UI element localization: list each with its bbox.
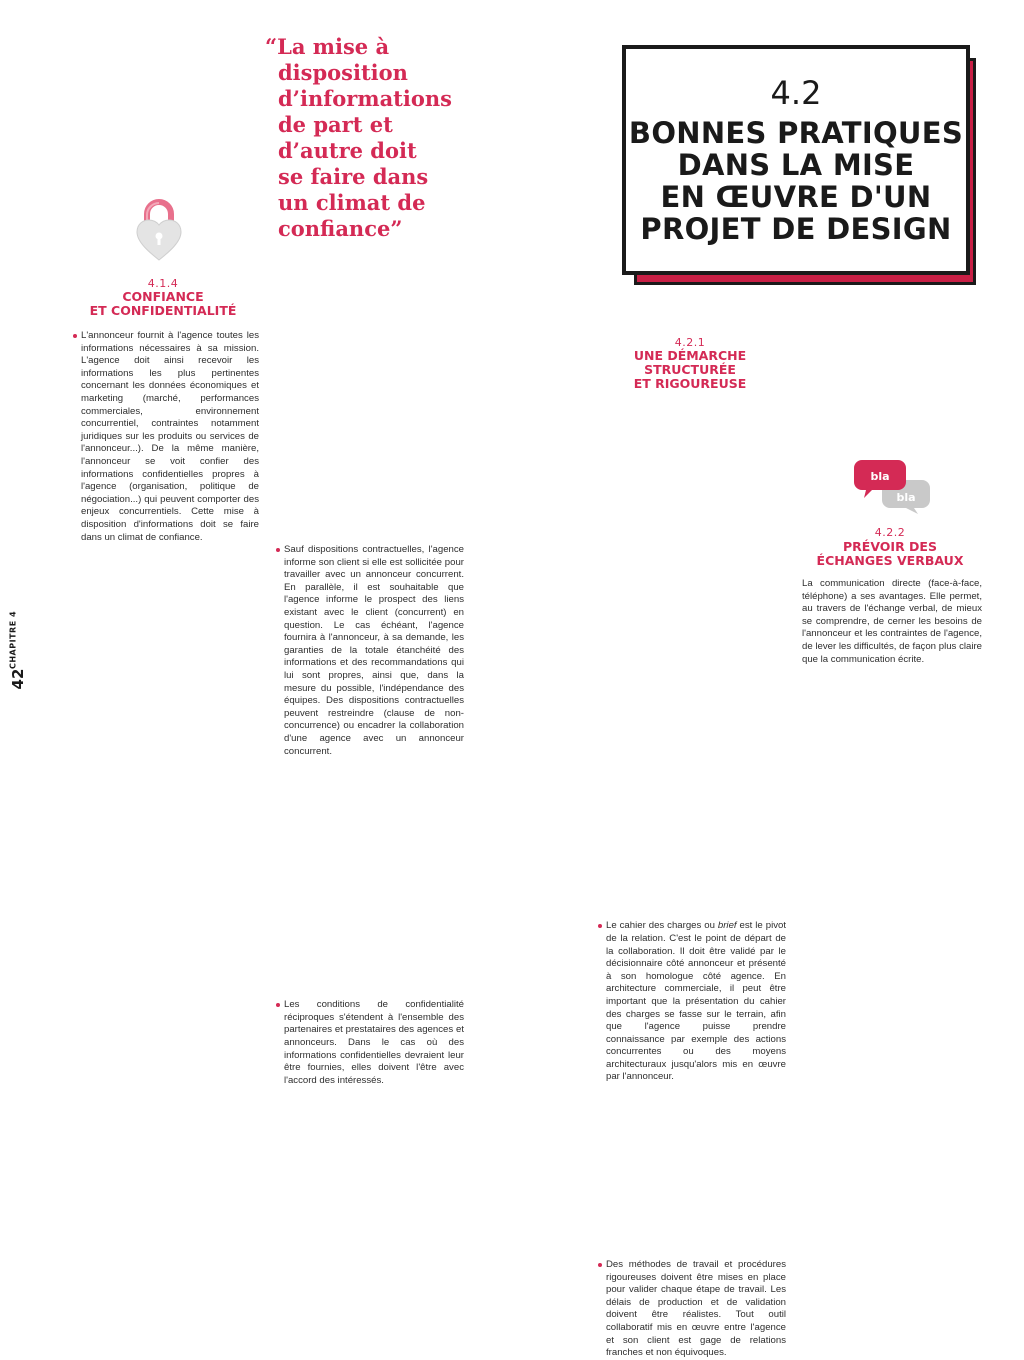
paragraph [276, 544, 464, 758]
section-title-line: PRÉVOIR DES [843, 539, 937, 554]
section-title [600, 349, 780, 391]
section-number: 4.2.1 [674, 336, 706, 349]
chapter-title-line: EN ŒUVRE D'UN [660, 180, 932, 214]
section-number: 4.2.2 [874, 526, 906, 539]
chapter-label-text: CHAPITRE 4 [8, 610, 18, 670]
quote-line: confiance” [278, 216, 403, 241]
paragraph-text: Sauf dispositions contractuelles, l'agence informe son client si elle est sollicitée pour travailler avec un annonceur concurrent. En parallèle, il est souhaitable que l'agence informe le prospect des liens existant avec le client (concurrent) en question. Le cas échéant, l'agence fournira à l'annonceur, à sa demande, les garanties de la totale étanchéité des informations et des recommandations qui lui sont propres, ainsi que, dans la mesure du possible, l'indépendance des équipes. Des dispositions contractuelles peuvent restreindre (clause de non-concurrence) ou encadrer la collaboration d'une agence avec un annonceur concurrent. [284, 544, 464, 757]
page-number-text: 42 [9, 668, 27, 690]
paragraph-text: Le cahier des charges ou [606, 920, 718, 932]
section-title-line: CONFIANCE [122, 289, 204, 304]
paragraph: La communication directe (face-à-face, téléphone) a ses avantages. Elle permet, au travers de l'échange verbal, de mieux se comprendre, de cerner les besoins de l'annonceur et les contraintes de l'agence, de lever les difficultés, de façon plus claire que la communication écrite. [802, 578, 982, 665]
page-number [8, 667, 28, 691]
section-title-line: ÉCHANGES VERBAUX [816, 553, 964, 568]
quote-line: “La mise à [265, 34, 390, 59]
bubble-text: bla [896, 491, 916, 504]
bullet-dot [276, 548, 280, 552]
section-title [88, 290, 238, 318]
section-title-line: ET CONFIDENTIALITÉ [89, 303, 237, 318]
emphasis-text: brief [717, 920, 737, 932]
quote-line: de part et [278, 112, 393, 137]
heart-lock-icon [135, 198, 183, 262]
quote-line: d’autre doit [278, 138, 417, 163]
chapter-title-box [622, 45, 970, 275]
bubble-text: bla [870, 470, 890, 483]
section-title [800, 540, 980, 568]
quote-line: un climat de [278, 190, 426, 215]
chapter-title-line: BONNES PRATIQUES [628, 116, 964, 150]
paragraph-text: Les conditions de confidentialité réciproques s'étendent à l'ensemble des partenaires et prestataires des agences et annonceurs. Dans le cas où des informations confidentielles devraient leur être fournies, elles doivent l'être avec l'accord des intéressés. [284, 999, 464, 1086]
section-number: 4.1.4 [147, 277, 179, 290]
speech-bubbles-icon [852, 456, 932, 514]
chapter-title [626, 117, 966, 245]
bullet-dot [276, 1003, 280, 1007]
section-title-line: ET RIGOUREUSE [633, 376, 747, 391]
quote-line: disposition [278, 60, 408, 85]
bullet-dot [598, 1263, 602, 1267]
paragraph-text: Des méthodes de travail et procédures rigoureuses doivent être mises en place pour valider chaque étape de travail. Les délais de production et de validation doivent être réalistes. Tout outil collaboratif mis en œuvre entre l'agence et son client est gage de relations franches et non équivoques. [606, 1259, 786, 1359]
paragraph [276, 999, 464, 1087]
chapter-title-line: PROJET DE DESIGN [640, 212, 952, 246]
section-title-line: STRUCTURÉE [644, 362, 736, 377]
quote-line: se faire dans [278, 164, 429, 189]
section-title-line: UNE DÉMARCHE [633, 348, 747, 363]
chapter-title-line: DANS LA MISE [677, 148, 915, 182]
bullet-dot [598, 924, 602, 928]
bullet-dot [73, 334, 77, 338]
pull-quote [265, 34, 465, 242]
quote-line: d’informations [278, 86, 452, 111]
paragraph-text: est le pivot de la relation. C'est le point de départ de la collaboration. Il doit être validé par le décisionnaire côté annonceur et présenté à son homologue côté agence. En architecture commerciale, il peut être important que la présentation du cahier des charges se fasse sur le terrain, afin que l'agence puisse prendre connaissance par exemple des actions concurrentes ou des moyens architecturaux jusqu'alors mis en œuvre par l'annonceur. [606, 920, 787, 1083]
paragraph-text: L'annonceur fournit à l'agence toutes les informations nécessaires à sa mission. L'agence doit ainsi recevoir les informations les plus pertinentes concernant les données économiques et marketing (marché, performances commerciales, environnement concurrentiel, contraintes notamment juridiques sur les produits ou services de l'annonceur...). De la même manière, l'annonceur se voit confier des informations confidentielles propres à l'agence (organisation, politique de négociation...) qui peuvent comporter des enjeux concurrentiels. Cette mise à disposition d'informations doit se faire dans un climat de confiance. [81, 330, 259, 543]
chapter-number: 4.2 [770, 74, 822, 112]
paragraph [73, 330, 259, 544]
paragraph [598, 920, 786, 1084]
paragraph [598, 1259, 786, 1360]
chapter-label [6, 610, 20, 670]
